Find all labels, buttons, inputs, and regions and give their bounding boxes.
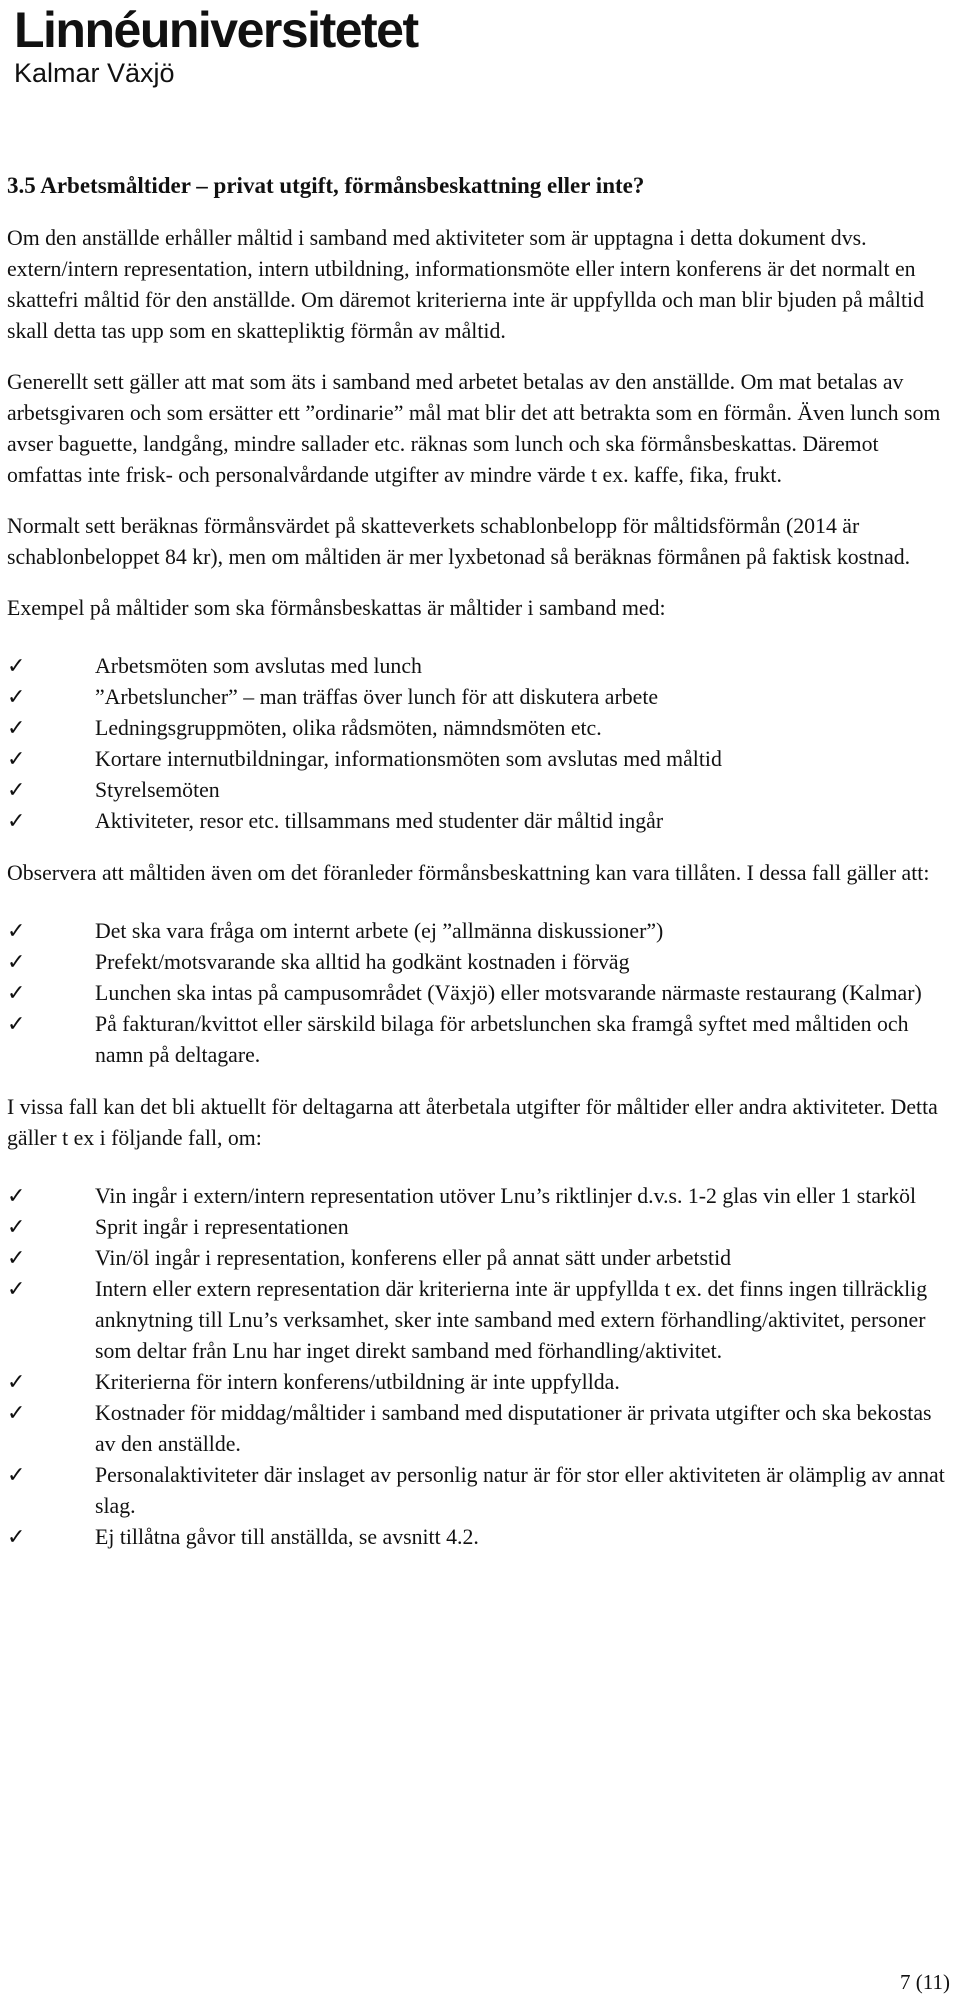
- list-item: ✓ Kostnader för middag/måltider i samband med disputationer är privata utgifter och ska bekostas av den anställde.: [7, 1398, 952, 1460]
- list-item: ✓ Ej tillåtna gåvor till anställda, se avsnitt 4.2.: [7, 1522, 952, 1553]
- checkmark-icon: ✓: [7, 1370, 26, 1395]
- list-item: ✓ Kriterierna för intern konferens/utbildning är inte uppfyllda.: [7, 1367, 952, 1398]
- list-item: ✓ På fakturan/kvittot eller särskild bilaga för arbetslunchen ska framgå syftet med måltiden och namn på deltagare.: [7, 1009, 952, 1071]
- logo-wordmark: Linnéuniversitetet: [14, 2, 418, 58]
- list-item: ✓ Ledningsgruppmöten, olika rådsmöten, nämndsmöten etc.: [7, 713, 952, 744]
- paragraph-general: Generellt sett gäller att mat som äts i samband med arbetet betalas av den anställde. Om mat betalas av arbetsgivaren och som ersätter ett ”ordinarie” mål mat blir det att betrakta som en förmån. Även lunch som avser baguette, landgång, mindre sallader etc. räknas som lunch och ska förmånsbeskattas. Däremot omfattas inte frisk- och personalvårdande utgifter av mindre värde t ex. kaffe, fika, frukt.: [7, 370, 941, 487]
- list-item: ✓ Vin/öl ingår i representation, konferens eller på annat sätt under arbetstid: [7, 1243, 952, 1274]
- checkmark-icon: ✓: [7, 685, 26, 710]
- list-item: ✓ Arbetsmöten som avslutas med lunch: [7, 651, 952, 682]
- list-item: ✓ Det ska vara fråga om internt arbete (ej ”allmänna diskussioner”): [7, 916, 952, 947]
- list-item: ✓ Kortare internutbildningar, informationsmöten som avslutas med måltid: [7, 744, 952, 775]
- checkmark-icon: ✓: [7, 1184, 26, 1209]
- list-item: ✓ Vin ingår i extern/intern representation utöver Lnu’s riktlinjer d.v.s. 1-2 glas vin eller 1 starköl: [7, 1181, 952, 1212]
- paragraph-intro: Om den anställde erhåller måltid i samband med aktiviteter som är upptagna i detta dokument dvs. extern/intern representation, intern utbildning, informationsmöte eller intern konferens är det normalt en skattefri måltid för den anställde. Om däremot kriterierna inte är uppfyllda och man blir bjuden på måltid skall detta tas upp som en skattepliktig förmån av måltid.: [7, 226, 924, 343]
- checkmark-icon: ✓: [7, 981, 26, 1006]
- list-item: ✓ Sprit ingår i representationen: [7, 1212, 952, 1243]
- checkmark-icon: ✓: [7, 809, 26, 834]
- checkmark-icon: ✓: [7, 919, 26, 944]
- checkmark-icon: ✓: [7, 1463, 26, 1488]
- checkmark-icon: ✓: [7, 716, 26, 741]
- checkmark-icon: ✓: [7, 1525, 26, 1550]
- list-item: ✓ Intern eller extern representation där kriterierna inte är uppfyllda t ex. det finns ingen tillräcklig anknytning till Lnu’s verksamhet, sker inte samband med extern förhandling/aktivitet, personer som deltar från Lnu har inget direkt samband med förhandling/aktivitet.: [7, 1274, 952, 1367]
- checkmark-icon: ✓: [7, 747, 26, 772]
- section-heading: 3.5 Arbetsmåltider – privat utgift, förmånsbeskattning eller inte?: [7, 173, 645, 198]
- paragraph-repay: I vissa fall kan det bli aktuellt för deltagarna att återbetala utgifter för måltider eller andra aktiviteter. Detta gäller t ex i följande fall, om:: [7, 1095, 938, 1150]
- page-number: 7 (11): [900, 1970, 950, 1994]
- university-logo: [14, 4, 418, 88]
- list-item: ✓ Prefekt/motsvarande ska alltid ha godkänt kostnaden i förväg: [7, 947, 952, 978]
- list-item: ✓ Aktiviteter, resor etc. tillsammans med studenter där måltid ingår: [7, 806, 952, 837]
- list-item: ✓ ”Arbetsluncher” – man träffas över lunch för att diskutera arbete: [7, 682, 952, 713]
- checkmark-icon: ✓: [7, 778, 26, 803]
- list-item: ✓ Personalaktiviteter där inslaget av personlig natur är för stor eller aktiviteten är olämplig av annat slag.: [7, 1460, 952, 1522]
- logo-subtitle: Kalmar Växjö: [14, 58, 175, 88]
- checklist-conditions: [7, 916, 952, 1071]
- checkmark-icon: ✓: [7, 1277, 26, 1302]
- document-body: [7, 170, 952, 1574]
- checkmark-icon: ✓: [7, 1012, 26, 1037]
- paragraph-benefit-value: Normalt sett beräknas förmånsvärdet på skatteverkets schablonbelopp för måltidsförmån (2014 är schablonbeloppet 84 kr), men om måltiden är mer lyxbetonad så beräknas förmånen på faktisk kostnad.: [7, 514, 911, 569]
- list-item: ✓ Styrelsemöten: [7, 775, 952, 806]
- list-item: ✓ Lunchen ska intas på campusområdet (Växjö) eller motsvarande närmaste restaurang (Kalmar): [7, 978, 952, 1009]
- checklist-repayment-cases: [7, 1181, 952, 1553]
- checkmark-icon: ✓: [7, 1401, 26, 1426]
- paragraph-examples: Exempel på måltider som ska förmånsbeskattas är måltider i samband med:: [7, 596, 666, 620]
- checklist-taxable-meals: [7, 651, 952, 837]
- checkmark-icon: ✓: [7, 1246, 26, 1271]
- paragraph-observe: Observera att måltiden även om det föranleder förmånsbeskattning kan vara tillåten. I dessa fall gäller att:: [7, 861, 930, 885]
- checkmark-icon: ✓: [7, 950, 26, 975]
- checkmark-icon: ✓: [7, 1215, 26, 1240]
- checkmark-icon: ✓: [7, 654, 26, 679]
